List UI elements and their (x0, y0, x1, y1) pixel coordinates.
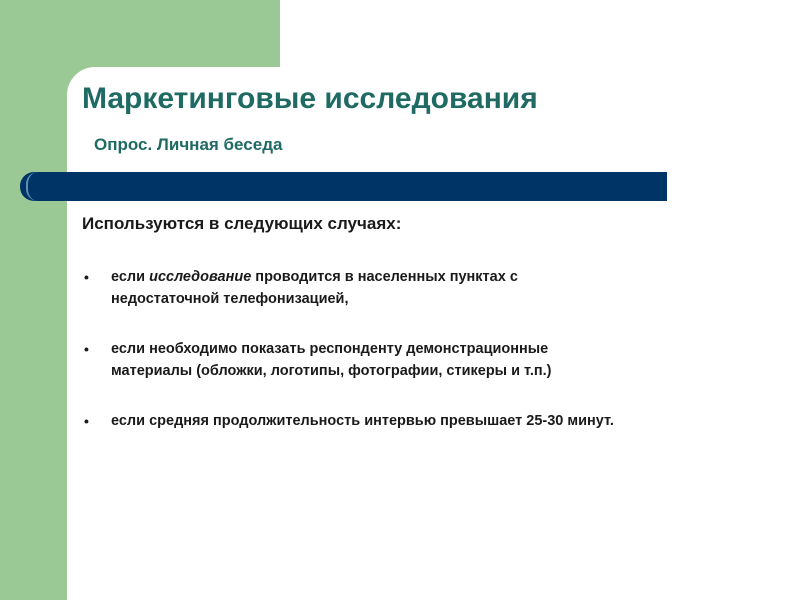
bullet-list (82, 266, 742, 460)
slide-title: Маркетинговые исследования (82, 82, 538, 115)
list-item (82, 410, 742, 432)
slide-subtitle: Опрос. Личная беседа (94, 135, 283, 154)
bullet-text-line2: материалы (обложки, логотипы, фотографии, стикеры и т.п.) (111, 363, 552, 379)
list-item (82, 266, 742, 310)
bullet-icon: • (84, 413, 89, 429)
bullet-text (111, 269, 518, 307)
divider-bar (20, 172, 667, 201)
bullet-icon: • (84, 341, 89, 357)
bullet-text-part: если (111, 269, 150, 285)
bullet-icon: • (84, 269, 89, 285)
bullet-text-line1: если средняя продолжительность интервью превышает 25-30 минут. (111, 413, 614, 429)
bullet-text-line2: недостаточной телефонизацией, (111, 291, 349, 307)
bullet-text (111, 413, 614, 429)
bullet-text-line1: если необходимо показать респонденту демонстрационные (111, 341, 549, 357)
bullet-text-part: проводится в населенных пунктах с (251, 269, 518, 285)
list-item (82, 338, 742, 382)
intro-text: Используются в следующих случаях: (82, 214, 402, 233)
bullet-text (111, 341, 552, 379)
bullet-text-italic: исследование (149, 269, 252, 285)
